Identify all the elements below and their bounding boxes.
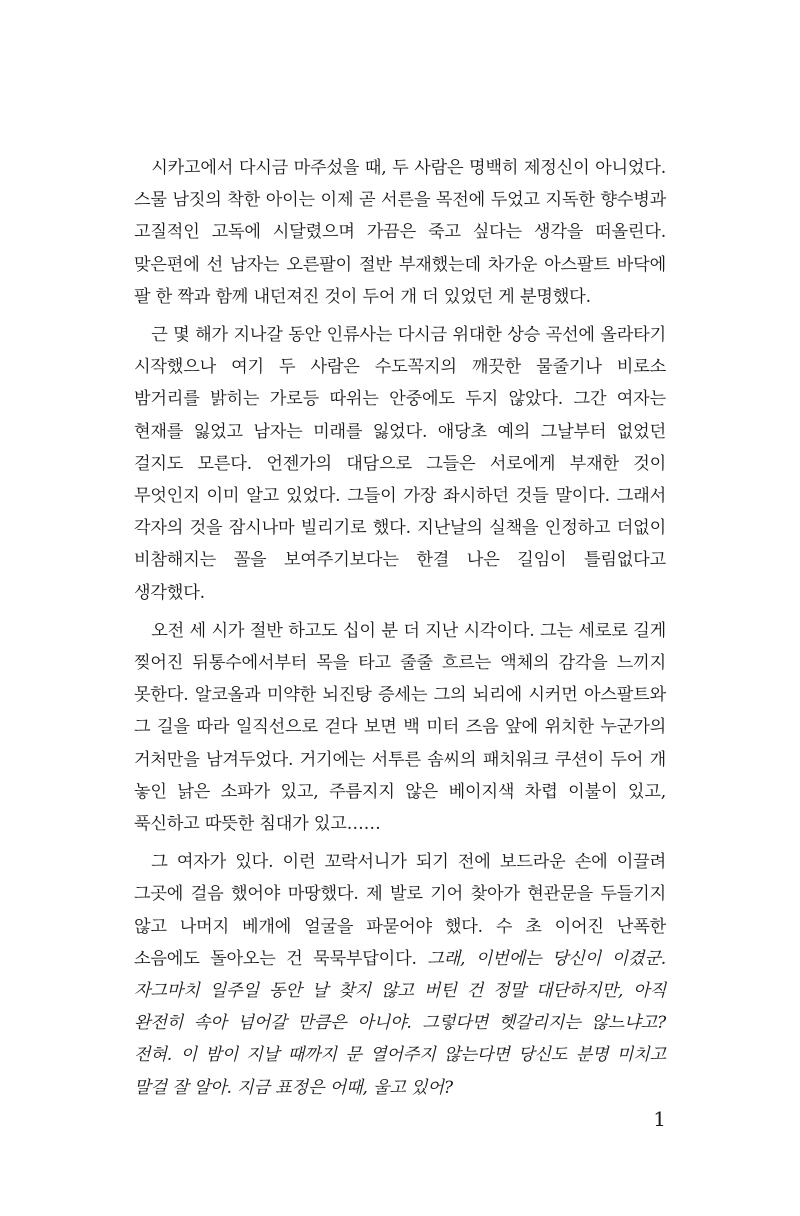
paragraph-2: 근 몇 해가 지나갈 동안 인류사는 다시금 위대한 상승 곡선에 올라타기 시작했으나 여기 두 사람은 수도꼭지의 깨끗한 물줄기나 비로소 밤거리를 밝히는 가로등 따위는 안중에도 두지 않았다. 그간 여자는 현재를 잃었고 남자는 미래를 잃었다. 애당초 예의 그날부터 없었던 걸지도 모른다. 언젠가의 대담으로 그들은 서로에게 부재한 것이 무엇인지 이미 알고 있었다. 그들이 가장 좌시하던 것들 말이다. 그래서 각자의 것을 잠시나마 빌리기로 했다. 지난날의 실책을 인정하고 더없이 비참해지는 꼴을 보여주기보다는 한결 나은 길임이 틀림없다고 생각했다. <box>134 325 666 603</box>
paragraph-3: 오전 세 시가 절반 하고도 십이 분 더 지난 시각이다. 그는 세로로 길게 찢어진 뒤통수에서부터 목을 타고 줄줄 흐르는 액체의 감각을 느끼지 못한다. 알코올과 미약한 뇌진탕 증세는 그의 뇌리에 시커먼 아스팔트와 그 길을 따라 일직선으로 걷다 보면 백 미터 즈음 앞에 위치한 누군가의 거처만을 남겨두었다. 거기에는 서투른 솜씨의 패치워크 쿠션이 두어 개 놓인 낡은 소파가 있고, 주름지지 않은 베이지색 차렵 이불이 있고, 푹신하고 따뜻한 침대가 있고…… <box>134 620 667 835</box>
paragraph-4 <box>134 846 666 1104</box>
paragraph-4-italic-text: 그래, 이번에는 당신이 이겼군. 자그마치 일주일 동안 날 찾지 않고 버틴 건 정말 대단하지만, 아직 완전히 속아 넘어갈 만큼은 아니야. 그렇다면 헷갈리지는 않느냐고? 전혀. 이 밤이 지날 때까지 문 열어주지 않는다면 당신도 분명 미치고 말걸 잘 알아. 지금 표정은 어때, 울고 있어? <box>134 948 667 1098</box>
paragraph-4-text: 그 여자가 있다. 이런 꼬락서니가 되기 전에 보드라운 손에 이끌려 그곳에 걸음 했어야 마땅했다. 제 발로 기어 찾아가 현관문을 두들기지 않고 나머지 베개에 얼굴을 파묻어야 했다. 수 초 이어진 난폭한 소음에도 돌아오는 건 묵묵부답이다. <box>134 852 666 969</box>
paragraph-1: 시카고에서 다시금 마주섰을 때, 두 사람은 명백히 제정신이 아니었다. 스물 남짓의 착한 아이는 이제 곧 서른을 목전에 두었고 지독한 향수병과 고질적인 고독에 시달렸으며 가끔은 죽고 싶다는 생각을 떠올린다. 맞은편에 선 남자는 오른팔이 절반 부재했는데 차가운 아스팔트 바닥에 팔 한 짝과 함께 내던져진 것이 두어 개 더 있었던 게 분명했다. <box>134 158 666 307</box>
document-page <box>134 152 666 1110</box>
page-number: 1 <box>653 1107 666 1131</box>
